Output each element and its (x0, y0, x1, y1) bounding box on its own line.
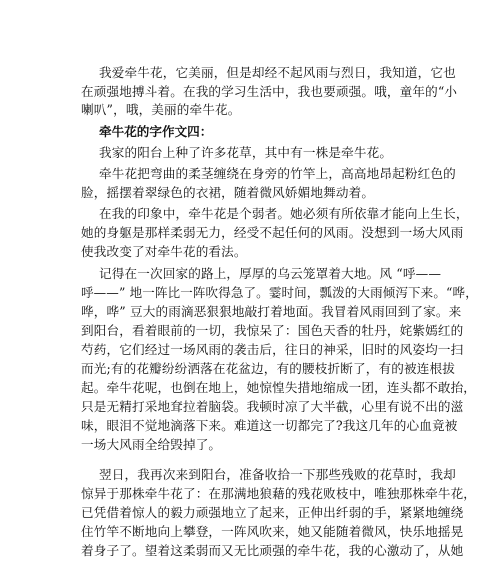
paragraph-line: 已凭借着惊人的毅力顽强地立了起来，正伸出纤弱的手，紧紧地缠绕 (81, 505, 464, 520)
paragraph-line: 着身子了。望着这柔弱而又无比顽强的牵牛花，我的心激动了，从她 (81, 543, 464, 558)
paragraph-line: 惊异于那株牵牛花了：在那满地狼藉的残花败枝中，唯独那株牵牛花， (81, 486, 477, 501)
intro-line-2: 在顽强地搏斗着。在我的学习生活中，我也要顽强。哦，童年的“小 (81, 84, 458, 99)
paragraph-line: 味，眼泪不觉地滴落下来。难道这一切都完了?我这几年的心血竟被 (81, 418, 458, 433)
paragraph-line: 在我的印象中，牵牛花是个弱者。她必须有所依靠才能向上生长， (99, 206, 469, 221)
paragraph-line: 住竹竿不断地向上攀登，一阵风吹来，她又能随着微风，快乐地摇晃 (81, 524, 464, 539)
section-heading: 牵牛花的字作文四： (99, 124, 213, 139)
paragraph-line: 哗，哗” 豆大的雨滴恶狠狠地敲打着地面。我冒着风雨回到了家。来 (81, 304, 462, 319)
paragraph-line: 我家的阳台上种了许多花草，其中有一株是牵牛花。 (99, 145, 393, 160)
paragraph-line: 一场大风雨全给毁掉了。 (81, 437, 222, 452)
paragraph-line: 只是无精打采地耷拉着脑袋。我顿时凉了大半截，心里有说不出的滋 (81, 399, 464, 414)
paragraph-line: 起。牵牛花呢，也倒在地上，她惊惶失措地缩成一团，连头都不敢抬， (81, 380, 477, 395)
paragraph-line: 芍药，它们经过一场风雨的袭击后，往日的神采，旧时的风姿均一扫 (81, 342, 464, 357)
paragraph-line: 她的身躯是那样柔弱无力，经受不起任何的风雨。没想到一场大风雨 (81, 225, 464, 240)
paragraph-line: 牵牛花把弯曲的柔茎缠绕在身旁的竹竿上，高高地昂起粉红色的 (99, 166, 456, 181)
paragraph-line: 脸，摇摆着翠绿色的衣裙，随着微风娇媚地舞动着。 (81, 185, 375, 200)
paragraph-line: 而光;有的花瓣纷纷洒落在花盆边，有的腰枝折断了，有的被连根拔 (81, 361, 455, 376)
paragraph-line: 使我改变了对牵牛花的看法。 (81, 244, 247, 259)
paragraph-line: 呼——” 地一阵比一阵吹得急了。霎时间，瓢泼的大雨倾泻下来。“哗， (81, 285, 478, 300)
paragraph-line: 记得在一次回家的路上，厚厚的乌云笼罩着大地。风 “呼—— (99, 266, 442, 281)
paragraph-line: 翌日，我再次来到阳台，准备收拾一下那些残败的花草时，我却 (99, 467, 456, 482)
intro-line-1: 我爱牵牛花，它美丽，但是却经不起风雨与烈日，我知道，它也 (99, 65, 456, 80)
intro-line-3: 喇叭”，哦，美丽的牵牛花。 (81, 102, 241, 117)
paragraph-line: 到阳台，看着眼前的一切，我惊呆了：国色天香的牡丹，姹紫嫣红的 (81, 323, 464, 338)
